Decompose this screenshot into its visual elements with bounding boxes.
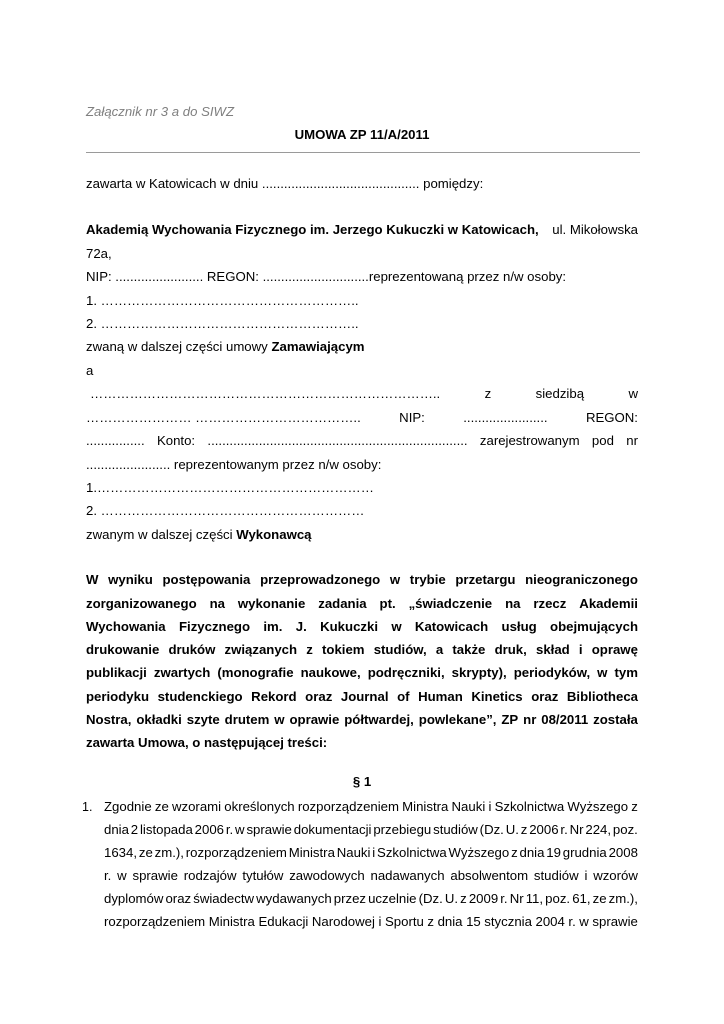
word: obejmujących (550, 619, 638, 634)
word: studiów (433, 822, 478, 837)
word: świadectw (193, 891, 255, 906)
word: 2 (130, 822, 139, 837)
word: poz. (612, 822, 638, 837)
word: dnia (104, 822, 129, 837)
section-line-3 (104, 845, 638, 860)
word: drukowanie (86, 642, 160, 657)
word: nadawanych (370, 868, 445, 883)
party2-line2-3: REGON: (585, 410, 638, 425)
word: oraz (531, 689, 559, 704)
word: U. (505, 822, 519, 837)
word: ze (154, 799, 169, 814)
word: postępowania (162, 572, 251, 587)
word: i (378, 914, 382, 929)
party2-line3-4: pod (591, 433, 614, 448)
word: została (593, 712, 638, 727)
word: Sportu (384, 914, 424, 929)
party1-called-line (86, 339, 365, 354)
intro-line: zawarta w Katowicach w dniu ........................................... pomiędzy: (86, 176, 484, 191)
word: rzecz (533, 596, 567, 611)
word: tokiem (322, 642, 365, 657)
word: z (427, 914, 434, 929)
word: i (584, 868, 588, 883)
party2-line-4: ....................... reprezentowanym przez n/w osoby: (86, 457, 382, 472)
word: 2006 (194, 822, 224, 837)
word: „świadczenie (408, 596, 493, 611)
preamble-line-5 (86, 665, 638, 680)
word: 224, (585, 822, 612, 837)
party2-rep-2: 2. …………………………………………………… (86, 503, 365, 518)
word: Journal (340, 689, 389, 704)
word: i (578, 642, 583, 657)
preamble-line-1 (86, 572, 638, 587)
word: rozporządzeniem (104, 914, 206, 929)
party2-called-prefix: zwanym w dalszej części (86, 527, 233, 542)
document-title: UMOWA ZP 11/A/2011 (294, 127, 430, 142)
word: r. (500, 891, 508, 906)
section-line-1 (104, 799, 638, 814)
word: studiów (533, 868, 579, 883)
word: Bibliotheca (566, 689, 638, 704)
party2-called-name: Wykonawcą (236, 527, 312, 542)
section-title: § 1 (352, 774, 372, 789)
word: z (511, 845, 518, 860)
word: 08/2011 (541, 712, 589, 727)
word: i (488, 799, 492, 814)
preamble-line-2 (86, 596, 638, 611)
party2-line3-3: zarejestrowanym (479, 433, 580, 448)
word: podręczniki, (367, 665, 445, 680)
section-line-2 (104, 822, 638, 837)
word: Ministra (208, 914, 255, 929)
word: W (86, 572, 99, 587)
word: Nauki (451, 799, 486, 814)
word: ze (138, 845, 153, 860)
word: publikacji (86, 665, 147, 680)
word: tym (614, 665, 638, 680)
word: r. (104, 868, 112, 883)
word: także (452, 642, 486, 657)
party2-line2-0: …………………… ……………………………….. (86, 410, 361, 425)
preamble-line-7 (86, 712, 638, 727)
party1-address-cont: 72a, (86, 246, 112, 261)
word: pt. (379, 596, 396, 611)
word: studiów, (373, 642, 427, 657)
word: szyte (186, 712, 220, 727)
word: (Dz. (418, 891, 443, 906)
word: Nr (509, 891, 524, 906)
word: w (117, 868, 127, 883)
word: 2008 (608, 845, 638, 860)
party2-line-1 (86, 386, 638, 401)
word: dnia (437, 914, 463, 929)
word: im. (263, 619, 283, 634)
party2-called-line (86, 527, 312, 542)
word: w (389, 572, 401, 587)
party1-rep-2: 2. ………………………………………………….. (86, 316, 359, 331)
attachment-label: Załącznik nr 3 a do SIWZ (86, 104, 235, 119)
word: 1634, (104, 845, 138, 860)
word: dyplomów (104, 891, 164, 906)
word: 2006 (529, 822, 559, 837)
word: J. (295, 619, 307, 634)
word: na (209, 596, 225, 611)
word: Wyższego (567, 799, 629, 814)
word: ZP (501, 712, 519, 727)
party2-line-3 (86, 433, 638, 448)
word: sprawie (132, 868, 178, 883)
word: naukowe, (300, 665, 361, 680)
word: 11, (525, 891, 544, 906)
word: Fizycznego (178, 619, 251, 634)
conjunction-a: a (86, 363, 94, 378)
preamble-line-4 (86, 642, 638, 657)
word: trybie (409, 572, 446, 587)
party2-rep-1: 1.……………………………………………………… (86, 480, 374, 495)
word: druków (168, 642, 216, 657)
word: z (306, 642, 313, 657)
word: sprawie (592, 914, 638, 929)
word: wydawanych (256, 891, 332, 906)
word: z (460, 891, 467, 906)
word: dokumentacji (293, 822, 372, 837)
word: rozporządzeniem (185, 845, 287, 860)
word: Ministra (288, 845, 335, 860)
word: w (579, 914, 589, 929)
party1-address: ul. Mikołowska (552, 222, 638, 237)
preamble-line-6 (86, 689, 638, 704)
word: absolwentom (450, 868, 529, 883)
word: z (631, 799, 638, 814)
word: Nostra, (86, 712, 132, 727)
word: Kukuczki (320, 619, 378, 634)
party2-line1-3: w (628, 386, 638, 401)
word: poz. (545, 891, 571, 906)
word: (Dz. (479, 822, 504, 837)
party2-line2-2: ....................... (463, 410, 548, 425)
word: rozporządzeniem (297, 799, 399, 814)
word: oprawie (289, 712, 340, 727)
word: dnia (519, 845, 545, 860)
list-item-number: 1. (82, 800, 93, 814)
word: usług (501, 619, 537, 634)
word: skrypty), (451, 665, 507, 680)
word: Wyższego (448, 845, 510, 860)
word: uczelnie (368, 891, 417, 906)
word: ze (592, 891, 607, 906)
word: r. (568, 914, 576, 929)
party2-line-2 (86, 410, 638, 425)
preamble-line-3 (86, 619, 638, 634)
section-line-5 (104, 891, 638, 906)
party2-line3-2: ....................................................................... (207, 433, 468, 448)
word: listopada (140, 822, 193, 837)
word: periodyków, (513, 665, 591, 680)
word: półtwardej, (344, 712, 414, 727)
word: nr (523, 712, 537, 727)
word: zwartych (153, 665, 211, 680)
word: druk, (494, 642, 527, 657)
word: zawodowych (289, 868, 365, 883)
word: Rekord (251, 689, 297, 704)
party2-line3-0: ................ (86, 433, 145, 448)
word: r. (225, 822, 234, 837)
word: Szkolnictwa (377, 845, 447, 860)
word: Human (418, 689, 463, 704)
word: nieograniczonego (525, 572, 638, 587)
word: okładki (136, 712, 182, 727)
word: Szkolnictwa (494, 799, 565, 814)
party2-line1-1: z (484, 386, 492, 401)
section-line-6 (104, 914, 638, 929)
word: oprawę (591, 642, 638, 657)
party2-line1-2: siedzibą (535, 386, 585, 401)
word: Nr (569, 822, 584, 837)
word: wyniku (108, 572, 153, 587)
party2-line1-0: …………………………………………………………………….. (90, 386, 441, 401)
word: sprawie (246, 822, 292, 837)
word: Ministra (402, 799, 449, 814)
party1-name-line (86, 222, 638, 237)
word: określonych (224, 799, 295, 814)
word: Nauki (336, 845, 371, 860)
word: Wychowania (86, 619, 166, 634)
word: Zgodnie (104, 799, 152, 814)
word: w (274, 712, 285, 727)
word: zm.), (608, 891, 638, 906)
word: zm.), (154, 845, 184, 860)
word: powlekane”, (418, 712, 497, 727)
word: przetargu (455, 572, 516, 587)
party1-called-name: Zamawiającym (271, 339, 365, 354)
word: 15 (466, 914, 481, 929)
word: zadania (318, 596, 367, 611)
word: rodzajów (183, 868, 237, 883)
word: oraz (165, 891, 192, 906)
party1-nip-line: NIP: ........................ REGON: .............................reprezentowaną przez n/w osoby: (86, 269, 567, 284)
party1-rep-1: 1. ………………………………………………….. (86, 293, 359, 308)
section-line-4 (104, 868, 638, 883)
word: 2009 (468, 891, 499, 906)
word: Edukacji (258, 914, 309, 929)
word: w (597, 665, 608, 680)
word: stycznia (484, 914, 532, 929)
word: przez (333, 891, 366, 906)
word: zorganizowanego (86, 596, 197, 611)
word: przebiegu (373, 822, 432, 837)
word: periodyku (86, 689, 150, 704)
party1-called-prefix: zwaną w dalszej części umowy (86, 339, 268, 354)
preamble-line-8: zawarta Umowa, o następującej treści: (86, 735, 328, 750)
party2-line3-1: Konto: (156, 433, 196, 448)
party2-line3-5: nr (626, 433, 638, 448)
party1-name: Akademią Wychowania Fizycznego im. Jerzego Kukuczki w Katowicach, (86, 222, 539, 237)
word: tytułów (242, 868, 284, 883)
word: i (372, 845, 376, 860)
word: oraz (305, 689, 333, 704)
word: Akademii (579, 596, 638, 611)
word: związanych (224, 642, 298, 657)
word: przeprowadzonego (260, 572, 381, 587)
word: Narodowej (311, 914, 375, 929)
word: Katowicach (414, 619, 489, 634)
word: r. (560, 822, 568, 837)
word: grudnia (562, 845, 607, 860)
word: 19 (546, 845, 561, 860)
word: wzorów (593, 868, 638, 883)
word: of (397, 689, 410, 704)
word: studenckiego (157, 689, 243, 704)
word: w (391, 619, 402, 634)
word: z (520, 822, 528, 837)
word: skład (535, 642, 570, 657)
word: na (505, 596, 521, 611)
word: wykonanie (237, 596, 306, 611)
word: (monografie (217, 665, 294, 680)
word: Kinetics (471, 689, 523, 704)
word: w (235, 822, 245, 837)
party2-line2-1: NIP: (399, 410, 425, 425)
word: 2004 (535, 914, 565, 929)
word: 61, (572, 891, 591, 906)
word: wzorami (171, 799, 222, 814)
word: U. (444, 891, 459, 906)
header-divider (86, 152, 640, 153)
word: drutem (224, 712, 270, 727)
word: a (435, 642, 444, 657)
